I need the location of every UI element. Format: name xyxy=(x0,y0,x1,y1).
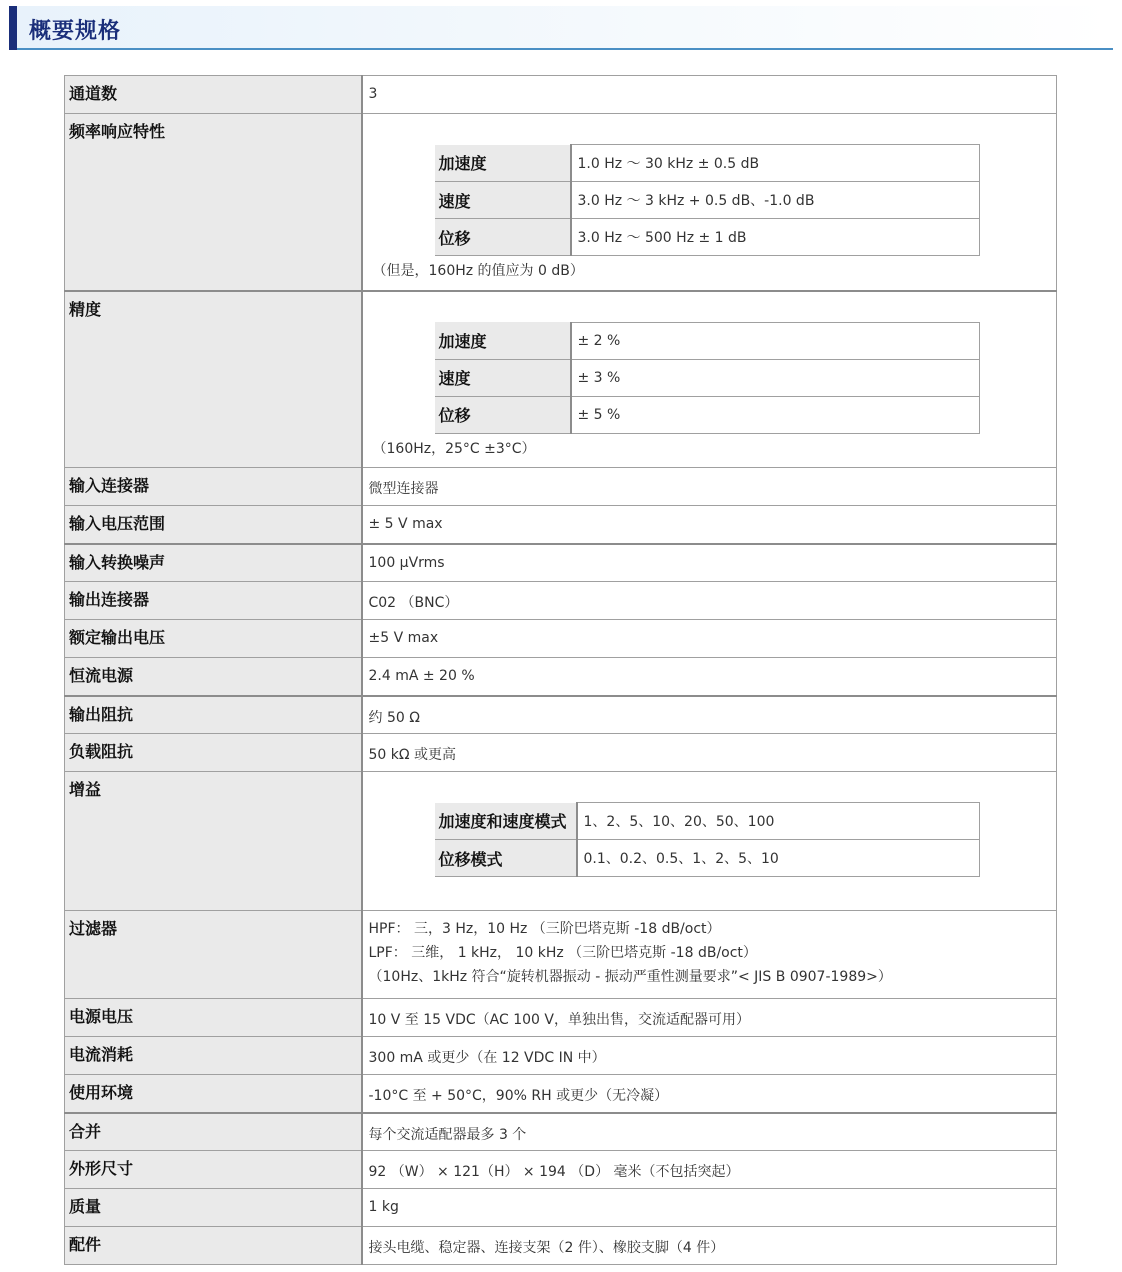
footnote: （160Hz，25°C ±3°C） xyxy=(372,440,536,457)
spec-key: 使用环境 xyxy=(65,1075,362,1113)
table-row xyxy=(65,1227,1057,1265)
table-row xyxy=(65,1075,1057,1113)
spec-value: 300 mA 或更少（在 12 VDC IN 中） xyxy=(362,1037,1057,1075)
table-row xyxy=(65,911,1057,999)
spec-key: 输出阻抗 xyxy=(65,696,362,734)
spec-value-cell xyxy=(362,291,1057,468)
table-row xyxy=(65,620,1057,658)
spec-key: 输入连接器 xyxy=(65,468,362,506)
table-row xyxy=(65,696,1057,734)
spec-value: 50 kΩ 或更高 xyxy=(362,734,1057,772)
table-row xyxy=(65,76,1057,114)
spec-value: 约 50 Ω xyxy=(362,696,1057,734)
spec-key: 电流消耗 xyxy=(65,1037,362,1075)
filter-line: LPF： 三维， 1 kHz， 10 kHz （三阶巴塔克斯 -18 dB/oct） xyxy=(368,945,757,961)
table-row xyxy=(65,734,1057,772)
spec-value: ±5 V max xyxy=(362,620,1057,658)
subtable-row xyxy=(435,840,980,877)
spec-value-cell xyxy=(362,114,1057,291)
table-row xyxy=(65,468,1057,506)
filter-line: HPF： 三，3 Hz，10 Hz （三阶巴塔克斯 -18 dB/oct） xyxy=(368,921,721,937)
table-row xyxy=(65,582,1057,620)
table-row xyxy=(65,1151,1057,1189)
spec-value: -10°C 至 + 50°C，90% RH 或更少（无冷凝） xyxy=(362,1075,1057,1113)
spec-value: 每个交流适配器最多 3 个 xyxy=(362,1113,1057,1151)
sub-value: 0.1、0.2、0.5、1、2、5、10 xyxy=(577,840,980,877)
subtable-row xyxy=(435,145,980,182)
heading-accent-bar xyxy=(9,6,17,50)
sub-key: 加速度 xyxy=(435,322,571,359)
spec-key: 配件 xyxy=(65,1227,362,1265)
section-title: 概要规格 xyxy=(29,19,122,44)
sub-value: ± 5 % xyxy=(571,396,980,433)
footnote: （但是，160Hz 的值应为 0 dB） xyxy=(372,263,584,279)
sub-key: 加速度和速度模式 xyxy=(435,803,577,840)
gain-subtable xyxy=(435,802,980,877)
sub-key: 速度 xyxy=(435,182,571,219)
sub-key: 位移模式 xyxy=(435,840,577,877)
spec-value: C02 （BNC） xyxy=(362,582,1057,620)
subtable-row xyxy=(435,396,980,433)
spec-value-cell xyxy=(362,911,1057,999)
sub-key: 位移 xyxy=(435,396,571,433)
freq-response-subtable xyxy=(435,144,980,256)
sub-value: ± 3 % xyxy=(571,359,980,396)
sub-value: 1.0 Hz ～ 30 kHz ± 0.5 dB xyxy=(571,145,980,182)
filter-line: （10Hz、1kHz 符合“旋转机器振动 - 振动严重性测量要求”< JIS B 0907-1989>） xyxy=(368,969,892,985)
table-row xyxy=(65,999,1057,1037)
spec-value: 2.4 mA ± 20 % xyxy=(362,658,1057,696)
table-row xyxy=(65,544,1057,582)
table-row xyxy=(65,1113,1057,1151)
sub-key: 位移 xyxy=(435,219,571,256)
spec-key: 精度 xyxy=(65,291,362,468)
subtable-row xyxy=(435,219,980,256)
spec-key: 输出连接器 xyxy=(65,582,362,620)
spec-key: 输入转换噪声 xyxy=(65,544,362,582)
spec-value: 100 μVrms xyxy=(362,544,1057,582)
subtable-row xyxy=(435,359,980,396)
spec-key: 外形尺寸 xyxy=(65,1151,362,1189)
accuracy-subtable xyxy=(435,322,980,434)
table-row xyxy=(65,114,1057,291)
spec-key: 负载阻抗 xyxy=(65,734,362,772)
sub-value: 3.0 Hz ～ 3 kHz + 0.5 dB、-1.0 dB xyxy=(571,182,980,219)
subtable-row xyxy=(435,322,980,359)
spec-value: 微型连接器 xyxy=(362,468,1057,506)
spec-key: 合并 xyxy=(65,1113,362,1151)
spec-table xyxy=(64,75,1057,1265)
spec-key: 额定输出电压 xyxy=(65,620,362,658)
spec-key: 频率响应特性 xyxy=(65,114,362,291)
sub-value: 3.0 Hz ～ 500 Hz ± 1 dB xyxy=(571,219,980,256)
table-row xyxy=(65,772,1057,911)
spec-value-cell xyxy=(362,772,1057,911)
spec-key: 输入电压范围 xyxy=(65,506,362,544)
sub-value: 1、2、5、10、20、50、100 xyxy=(577,803,980,840)
table-row xyxy=(65,291,1057,468)
spec-value: 1 kg xyxy=(362,1189,1057,1227)
sub-value: ± 2 % xyxy=(571,322,980,359)
spec-value: 10 V 至 15 VDC（AC 100 V，单独出售，交流适配器可用） xyxy=(362,999,1057,1037)
spec-key: 增益 xyxy=(65,772,362,911)
spec-value: 接头电缆、稳定器、连接支架（2 件）、橡胶支脚（4 件） xyxy=(362,1227,1057,1265)
spec-key: 质量 xyxy=(65,1189,362,1227)
spec-value: 92 （W） × 121（H） × 194 （D） 毫米（不包括突起） xyxy=(362,1151,1057,1189)
section-heading xyxy=(9,6,1113,50)
spec-value: 3 xyxy=(362,76,1057,114)
subtable-row xyxy=(435,803,980,840)
table-row xyxy=(65,506,1057,544)
sub-key: 速度 xyxy=(435,359,571,396)
subtable-row xyxy=(435,182,980,219)
spec-key: 通道数 xyxy=(65,76,362,114)
spec-key: 电源电压 xyxy=(65,999,362,1037)
sub-key: 加速度 xyxy=(435,145,571,182)
spec-key: 过滤器 xyxy=(65,911,362,999)
table-row xyxy=(65,1189,1057,1227)
table-row xyxy=(65,1037,1057,1075)
table-row xyxy=(65,658,1057,696)
spec-key: 恒流电源 xyxy=(65,658,362,696)
spec-value: ± 5 V max xyxy=(362,506,1057,544)
